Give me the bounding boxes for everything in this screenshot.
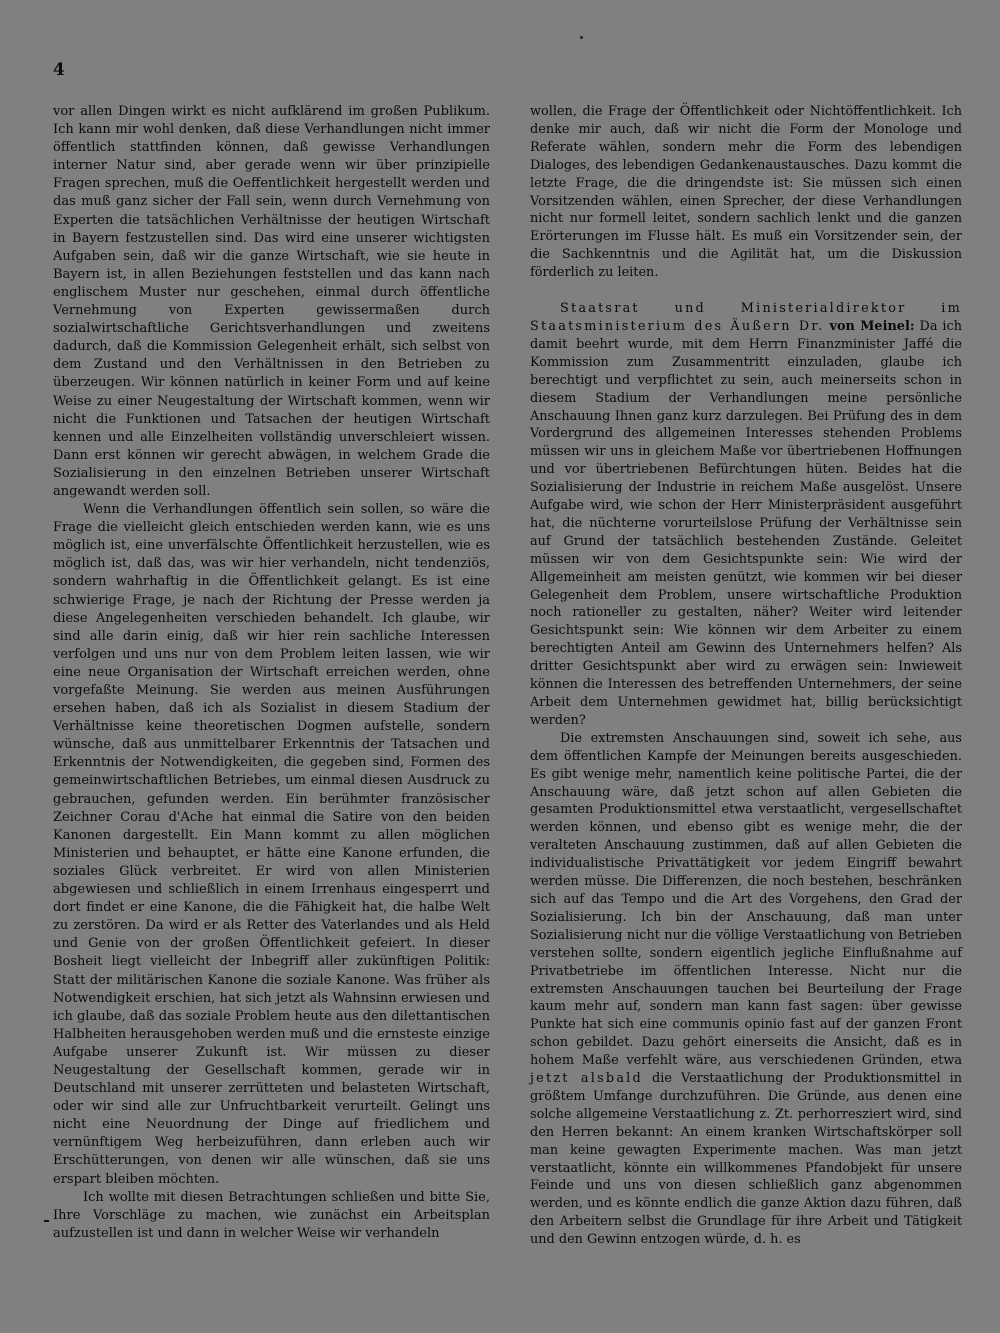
left-paragraph-1: vor allen Dingen wirkt es nicht aufklärend im großen Publikum. Ich kann mir wohl denken, daß diese Verhandlungen nicht immer öffentlich stattfinden können, daß gewisse Verhandlungen interner Natur sind, aber gerade wenn wir über prinzipielle Fragen sprechen, muß die Oeffentlichkeit hergestellt werden und das muß ganz sicher der Fall sein, wenn durch Vernehmung von Experten die tatsächlichen Verhältnisse der heutigen Wirtschaft in Bayern festzustellen sind. Das wird eine unserer wichtigsten Aufgaben sein, daß wir die ganze Wirtschaft, wie sie heute in Bayern ist, in allen Beziehungen feststellen und das kann nach englischem Muster nur geschehen, einmal durch öffentliche Vernehmung von Experten gewissermaßen durch sozialwirtschaftliche Gerichtsverhandlungen und zweitens dadurch, daß die Kommission Gelegenheit erhält, sich selbst von dem Zustand und den Verhältnissen in den Betrieben zu überzeugen. Wir können natürlich in keiner Form und auf keine Weise zu einer Neugestaltung der Wirtschaft kommen, wenn wir nicht die Funktionen und Tatsachen der heutigen Wirtschaft kennen und alle Einzelheiten vollständig unverschleiert wissen. Dann erst können wir gerecht abwägen, in welchem Grade die Sozialisierung in den einzelnen Betrieben unserer Wirtschaft angewandt werden soll.	[53, 104, 490, 499]
print-speck	[580, 36, 583, 39]
right-column	[530, 103, 962, 1249]
page-number: 4	[53, 60, 65, 80]
emphasis-text: jetzt alsbald	[530, 1071, 643, 1087]
margin-mark	[44, 1220, 49, 1222]
speech-text: Da ich damit beehrt wurde, mit dem Herrn Finanzminister Jaffé die Kommission zum Zusammentritt einzuladen, glaube ich berechtigt und verpflichtet zu sein, auch meinerseits schon in diesem Stadium der Verhandlungen meine persönliche Anschauung Ihnen ganz kurz darzulegen. Bei Prüfung des in dem Vordergrund des allgemeinen Interesses stehenden Problems müssen wir uns in gleichem Maße vor übertriebenen Hoffnungen und vor übertriebenen Befürchtungen hüten. Beides hat die Sozialisierung der Industrie in reichem Maße ausgelöst. Unsere Aufgabe wird, wie schon der Herr Ministerpräsident ausgeführt hat, die nüchterne vorurteilslose Prüfung der Verhältnisse sein auf Grund der tatsächlich bestehenden Zustände. Geleitet müssen wir von dem Gesichtspunkte sein: Wie wird der Allgemeinheit am meisten genützt, wie kommen wir bei dieser Gelegenheit dem Problem, unsere wirtschaftliche Produktion noch rationeller zu gestalten, näher? Weiter wird leitender Gesichtspunkt sein: Wie können wir dem Arbeiter zu einem berechtigten Anteil am Gewinn des Unternehmers helfen? Als dritter Gesichtspunkt aber wird zu erwägen sein: Inwieweit können die Interessen des betreffenden Unternehmers, der seine Arbeit dem Unternehmen gewidmet hat, billig berücksichtigt werden?	[530, 318, 962, 728]
left-paragraph-2: Wenn die Verhandlungen öffentlich sein sollen, so wäre die Frage die vielleicht gleich entschieden werden kann, wie es uns möglich ist, eine unverfälschte Öffentlichkeit herzustellen, wie es möglich ist, daß das, was wir hier verhandeln, nicht tendenziös, sondern wahrhaftig in die Öffentlichkeit gelangt. Es ist eine schwierige Frage, je nach der Richtung der Presse werden ja diese Angelegenheiten verschieden behandelt. Ich glaube, wir sind alle darin einig, daß wir hier rein sachliche Interessen verfolgen und uns nur von dem Problem leiten lassen, wie wir eine neue Organisation der Wirtschaft erreichen werden, ohne vorgefaßte Meinung. Sie werden aus meinen Ausführungen ersehen haben, daß ich als Sozialist in diesem Stadium der Verhältnisse keine theoretischen Dogmen aufstelle, sondern wünsche, daß aus unmittelbarer Erkenntnis der Tatsachen und Erkenntnis der Notwendigkeiten, die gegeben sind, Formen des gemeinwirtschaftlichen Betriebes, um einmal diesen Ausdruck zu gebrauchen, gefunden werden. Ein berühmter französischer Zeichner Corau d'Ache hat einmal die Satire von den beiden Kanonen dargestellt. Ein Mann kommt zu allen möglichen Ministerien und behauptet, er hätte eine Kanone erfunden, die soziales Glück verbreitet. Er wird von allen Ministerien abgewiesen und schließlich in einem Irrenhaus eingesperrt und dort findet er eine Kanone, die die Fähigkeit hat, die halbe Welt zu zerstören. Da wird er als Retter des Vaterlandes und als Held und Genie von der großen Öffentlichkeit gefeiert. In dieser Bosheit liegt vielleicht der Inbegriff aller zukünftigen Politik: Statt der militärischen Kanone die soziale Kanone. Was früher als Notwendigkeit erschien, hat sich jetzt als Wahnsinn erwiesen und ich glaube, daß das soziale Problem heute aus den dilettantischen Halbheiten herausgehoben werden muß und die ernsteste einzige Aufgabe unserer Zukunft ist. Wir müssen zu dieser Neugestaltung der Gesellschaft kommen, gerade wir in Deutschland mit unserer zerrütteten und belasteten Wirtschaft, oder wir sind alle zur Unfruchtbarkeit verurteilt. Gelingt uns nicht eine Neuordnung der Dinge auf friedlichem und vernünftigem Weg herbeizuführen, dann erleben auch wir Erschütterungen, von denen wir alle wünschen, daß sie uns erspart bleiben möchten.	[53, 502, 490, 1187]
paragraph-3-part-a: Die extremsten Anschauungen sind, soweit ich sehe, aus dem öffentlichen Kampfe der Meinungen bereits ausgeschieden. Es gibt wenige mehr, namentlich keine politische Partei, die der Anschauung wäre, daß jetzt schon auf allen Gebieten die gesamten Produktionsmittel etwa verstaatlicht, vergesellschaftet werden können, und ebenso gibt es wenige mehr, die der veralteten Anschauung zustimmen, daß auf allen Gebieten die individualistische Privattätigkeit vor jedem Eingriff bewahrt werden müsse. Die Differenzen, die noch bestehen, beschränken sich auf das Tempo und die Art des Vorgehens, den Grad der Sozialisierung. Ich bin der Anschauung, daß man unter Sozialisierung nicht nur die völlige Verstaatlichung von Betrieben verstehen sollte, sondern eigentlich jegliche Einflußnahme auf Privatbetriebe im öffentlichen Interesse. Nicht nur die extremsten Anschauungen tauchen bei Beurteilung der Frage kaum mehr auf, sondern man kann fast sagen: über gewisse Punkte hat sich eine communis opinio fast auf der ganzen Front schon gebildet. Dazu gehört einerseits die Ansicht, daß es in hohem Maße verfehlt wäre, aus verschiedenen Gründen, etwa	[530, 730, 962, 1069]
left-paragraph-3: Ich wollte mit diesen Betrachtungen schließen und bitte Sie, Ihre Vorschläge zu machen, wie zunächst ein Arbeitsplan aufzustellen ist und dann in welcher Weise wir verhandeln	[53, 1189, 490, 1241]
left-column	[53, 103, 490, 1243]
right-paragraph-1: wollen, die Frage der Öffentlichkeit oder Nichtöffentlichkeit. Ich denke mir auch, daß wir nicht die Form der Monologe und Referate wählen, sondern mehr die Form des lebendigen Dialoges, des lebendigen Gedankenaustausches. Dazu kommt die letzte Frage, die die dringendste ist: Sie müssen sich einen Vorsitzenden wählen, einen Sprecher, der diese Verhandlungen nicht nur formell leitet, sondern sachlich lenkt und die ganzen Erörterungen im Flusse hält. Es muß ein Vorsitzender sein, der die Sachkenntnis und die Agilität hat, um die Diskussion förderlich zu leiten.	[530, 104, 962, 281]
right-paragraph-2	[530, 300, 962, 730]
right-paragraph-3	[530, 730, 962, 1249]
paragraph-3-part-b: die Verstaatlichung der Produktionsmittel in größtem Umfange durchzuführen. Die Gründe, aus denen eine solche allgemeine Verstaatlichung z. Zt. perhorresziert wird, sind den Herren bekannt: An einem kranken Wirtschaftskörper soll man keine gewagten Experimente machen. Was man jetzt verstaatlicht, könnte ein willkommenes Pfandobjekt für unsere Feinde und uns von diesen schließlich ganz abgenommen werden, und es könnte endlich die ganze Aktion dazu führen, daß den Arbeitern selbst die Grundlage für ihre Arbeit und Tätigkeit und den Gewinn entzogen würde, d. h. es	[530, 1071, 962, 1248]
speaker-name: von Meinel:	[829, 318, 915, 334]
speaker-title: Staatsrat und Ministerialdirektor im Staatsministerium des Äußern Dr.	[530, 301, 962, 334]
